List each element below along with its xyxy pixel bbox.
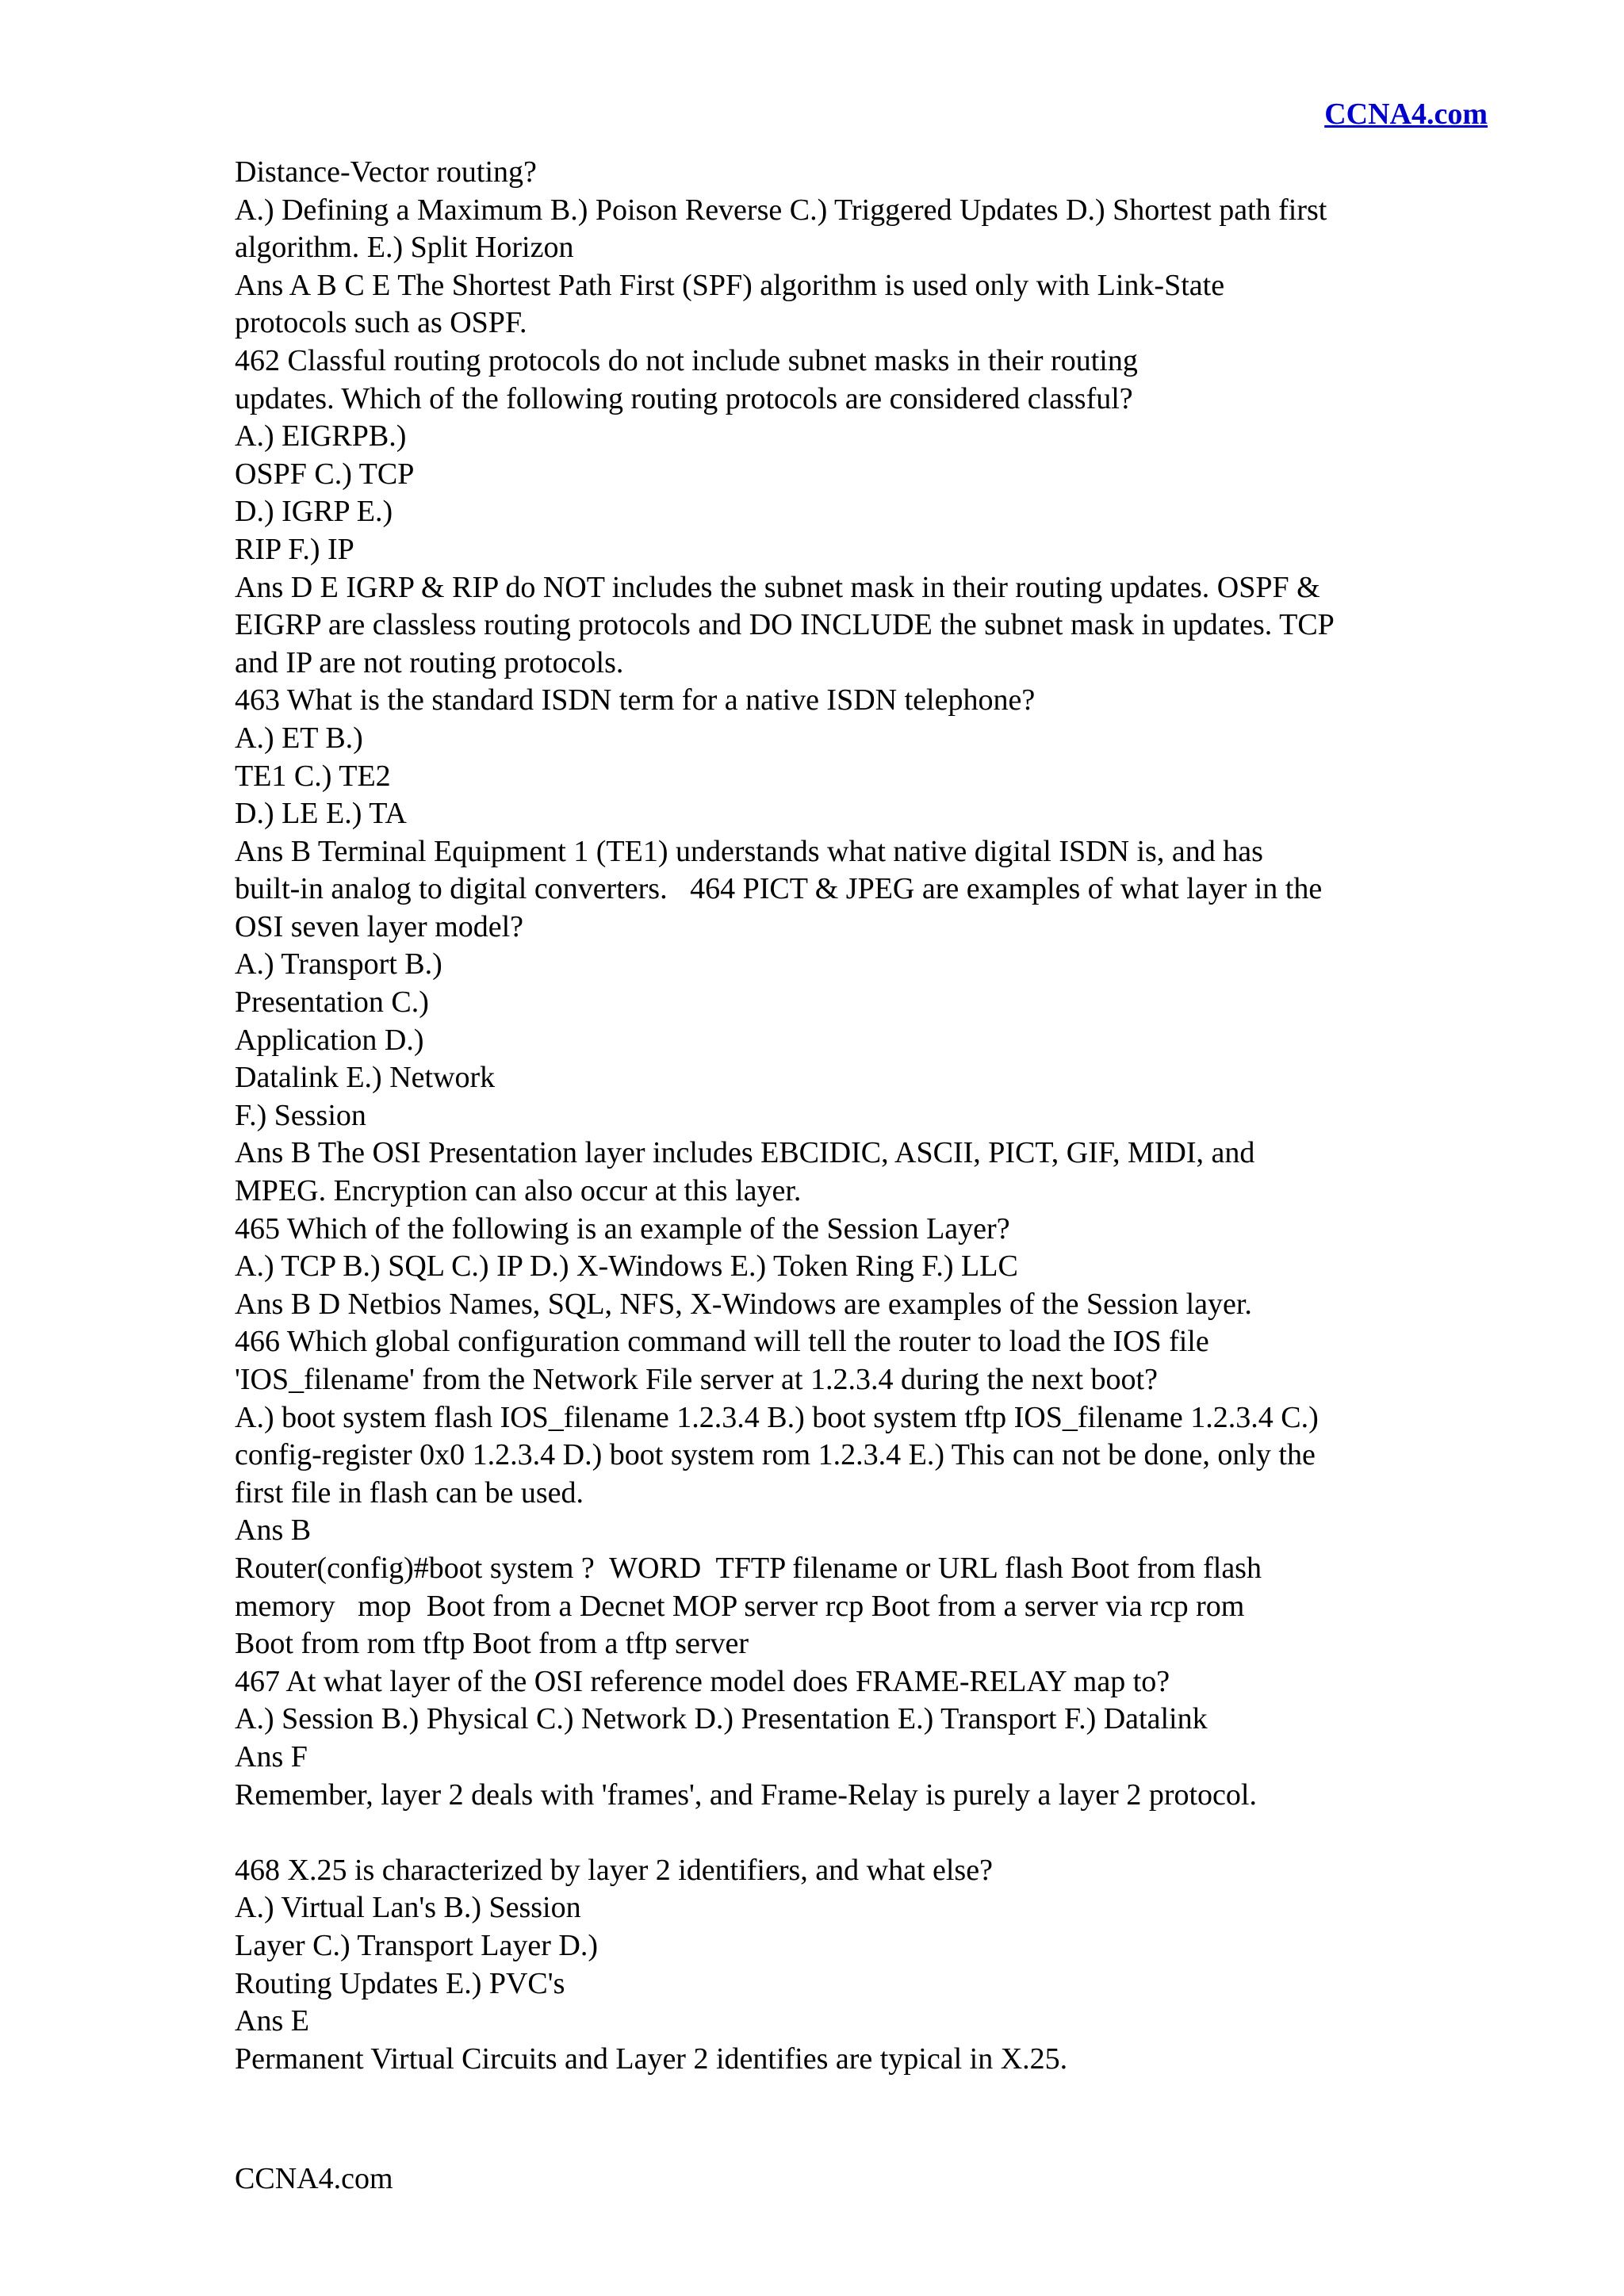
text-line: algorithm. E.) Split Horizon [235, 231, 574, 265]
text-line: F.) Session [235, 1098, 366, 1132]
text-line: EIGRP are classless routing protocols and DO INCLUDE the subnet mask in updates. TCP [235, 608, 1335, 642]
text-line: memory mop Boot from a Decnet MOP server rcp Boot from a server via rcp rom [235, 1589, 1245, 1623]
text-line: 462 Classful routing protocols do not include subnet masks in their routing [235, 343, 1138, 377]
text-line: Distance-Vector routing? [235, 155, 537, 189]
text-line: Ans D E IGRP & RIP do NOT includes the subnet mask in their routing updates. OSPF & [235, 570, 1320, 604]
text-line: 'IOS_filename' from the Network File server at 1.2.3.4 during the next boot? [235, 1363, 1158, 1396]
text-line: config-register 0x0 1.2.3.4 D.) boot system rom 1.2.3.4 E.) This can not be done, only the [235, 1438, 1316, 1472]
text-line: 468 X.25 is characterized by layer 2 identifiers, and what else? [235, 1853, 993, 1887]
text-line: 463 What is the standard ISDN term for a native ISDN telephone? [235, 683, 1036, 718]
text-line: Permanent Virtual Circuits and Layer 2 identifies are typical in X.25. [235, 2042, 1068, 2076]
blank-line [235, 1814, 1519, 1852]
text-line: Ans A B C E The Shortest Path First (SPF) algorithm is used only with Link-State [235, 268, 1225, 302]
text-line: 467 At what layer of the OSI reference model does FRAME-RELAY map to? [235, 1664, 1170, 1698]
text-line: Application D.) [235, 1023, 424, 1057]
text-line: OSPF C.) TCP [235, 457, 415, 491]
text-line: first file in flash can be used. [235, 1475, 584, 1510]
text-line: Presentation C.) [235, 985, 429, 1020]
text-line: Router(config)#boot system ? WORD TFTP filename or URL flash Boot from flash [235, 1551, 1262, 1585]
text-line: RIP F.) IP [235, 532, 354, 566]
text-line: and IP are not routing protocols. [235, 645, 624, 679]
text-line: TE1 C.) TE2 [235, 759, 391, 793]
text-line: Ans B The OSI Presentation layer includes EBCIDIC, ASCII, PICT, GIF, MIDI, and [235, 1136, 1255, 1170]
text-line: A.) Transport B.) [235, 947, 442, 982]
text-line: MPEG. Encryption can also occur at this layer. [235, 1174, 802, 1208]
text-line: built-in analog to digital converters. 464 PICT & JPEG are examples of what layer in the [235, 872, 1323, 906]
text-line: updates. Which of the following routing protocols are considered classful? [235, 381, 1133, 415]
text-line: Ans B [235, 1513, 312, 1548]
text-line: A.) TCP B.) SQL C.) IP D.) X-Windows E.) Token Ring F.) LLC [235, 1249, 1018, 1284]
text-line: A.) Virtual Lan's B.) Session [235, 1891, 581, 1925]
footer-site-name: CCNA4.com [235, 2162, 393, 2195]
text-line: Remember, layer 2 deals with 'frames', and Frame-Relay is purely a layer 2 protocol. [235, 1777, 1257, 1812]
text-line: A.) EIGRPB.) [235, 419, 407, 453]
text-line: A.) boot system flash IOS_filename 1.2.3.4 B.) boot system tftp IOS_filename 1.2.3.4 C.) [235, 1400, 1319, 1434]
text-line: Ans E [235, 2004, 309, 2038]
text-line: protocols such as OSPF. [235, 306, 527, 340]
text-line: Ans B Terminal Equipment 1 (TE1) understands what native digital ISDN is, and has [235, 834, 1263, 868]
text-line: A.) Defining a Maximum B.) Poison Reverse C.) Triggered Updates D.) Shortest path first [235, 193, 1327, 227]
text-line: A.) Session B.) Physical C.) Network D.) Presentation E.) Transport F.) Datalink [235, 1702, 1208, 1736]
text-line: OSI seven layer model? [235, 909, 524, 943]
text-line: Ans B D Netbios Names, SQL, NFS, X-Windows are examples of the Session layer. [235, 1287, 1252, 1321]
text-line: Layer C.) Transport Layer D.) [235, 1928, 599, 1962]
text-line: Boot from rom tftp Boot from a tftp server [235, 1627, 749, 1661]
text-line: 466 Which global configuration command will tell the router to load the IOS file [235, 1325, 1209, 1359]
text-line: Datalink E.) Network [235, 1061, 496, 1095]
text-line: D.) IGRP E.) [235, 495, 393, 529]
text-line: D.) LE E.) TA [235, 797, 407, 831]
text-line: Ans F [235, 1739, 308, 1774]
text-line: 465 Which of the following is an example of the Session Layer? [235, 1211, 1010, 1246]
text-line: Routing Updates E.) PVC's [235, 1966, 565, 2000]
document-body [235, 154, 1519, 2078]
text-line: A.) ET B.) [235, 721, 363, 755]
header-site-link[interactable]: CCNA4.com [1324, 98, 1488, 131]
